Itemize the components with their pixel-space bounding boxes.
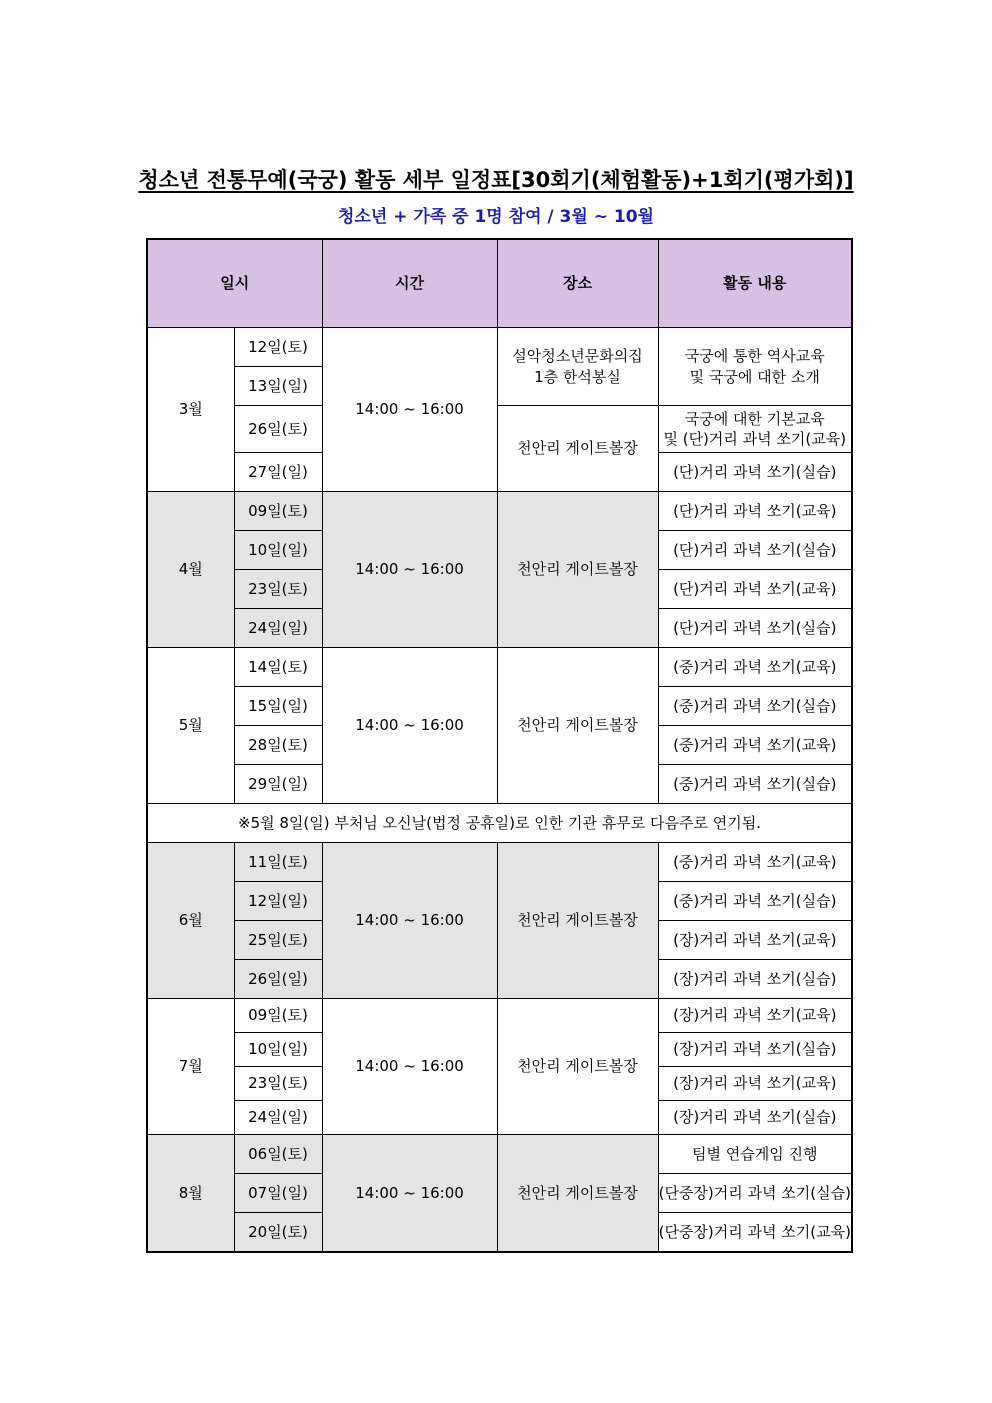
activity-cell: (단)거리 과녁 쏘기(실습) [658,453,852,492]
activity-cell: (중)거리 과녁 쏘기(교육) [658,726,852,765]
day-cell: 24일(일) [234,1101,322,1135]
header-activity: 활동 내용 [658,239,852,328]
activity-cell [658,406,852,453]
place-line: 1층 한석봉실 [534,367,621,386]
day-cell: 10일(일) [234,531,322,570]
schedule-table [146,238,853,1253]
activity-line: 국궁에 통한 역사교육 [684,347,825,366]
activity-line: 국궁에 대한 기본교육 [684,409,825,428]
activity-cell: (단)거리 과녁 쏘기(교육) [658,570,852,609]
time-cell: 14:00 ~ 16:00 [322,492,497,648]
day-cell: 14일(토) [234,648,322,687]
activity-cell: (장)거리 과녁 쏘기(실습) [658,960,852,999]
month-cell: 8월 [147,1135,234,1253]
day-cell: 07일(일) [234,1174,322,1213]
activity-cell: (중)거리 과녁 쏘기(실습) [658,882,852,921]
activity-cell: (단)거리 과녁 쏘기(실습) [658,609,852,648]
activity-cell: (단중장)거리 과녁 쏘기(실습) [658,1174,852,1213]
month-group-august [147,1135,852,1253]
month-cell: 6월 [147,843,234,999]
time-cell: 14:00 ~ 16:00 [322,843,497,999]
month-cell: 5월 [147,648,234,804]
activity-cell: (중)거리 과녁 쏘기(교육) [658,843,852,882]
day-cell: 11일(토) [234,843,322,882]
day-cell: 27일(일) [234,453,322,492]
day-cell: 12일(일) [234,882,322,921]
place-cell [497,328,658,406]
activity-cell [658,328,852,406]
day-cell: 09일(토) [234,492,322,531]
time-cell: 14:00 ~ 16:00 [322,1135,497,1253]
activity-cell: (장)거리 과녁 쏘기(교육) [658,921,852,960]
activity-cell: (중)거리 과녁 쏘기(실습) [658,687,852,726]
document-subtitle: 청소년 + 가족 중 1명 참여 / 3월 ~ 10월 [338,207,654,227]
time-cell: 14:00 ~ 16:00 [322,999,497,1135]
activity-cell: (장)거리 과녁 쏘기(교육) [658,999,852,1033]
activity-cell: (장)거리 과녁 쏘기(교육) [658,1067,852,1101]
activity-line: 및 (단)거리 과녁 쏘기(교육) [663,430,847,448]
month-cell: 3월 [147,328,234,492]
month-group-march [147,328,852,492]
place-cell: 천안리 게이트볼장 [497,999,658,1135]
activity-line: 및 국궁에 대한 소개 [689,367,820,386]
month-group-april [147,492,852,648]
header-time: 시간 [322,239,497,328]
day-cell: 25일(토) [234,921,322,960]
place-cell: 천안리 게이트볼장 [497,406,658,492]
day-cell: 24일(일) [234,609,322,648]
activity-cell: 팀별 연습게임 진행 [658,1135,852,1174]
day-cell: 23일(토) [234,570,322,609]
postponement-note: ※5월 8일(일) 부처님 오신날(법정 공휴일)로 인한 기관 휴무로 다음주로 연기됨. [147,804,852,843]
note-group [147,804,852,843]
place-cell: 천안리 게이트볼장 [497,648,658,804]
activity-cell: (장)거리 과녁 쏘기(실습) [658,1101,852,1135]
day-cell: 12일(토) [234,328,322,367]
month-cell: 4월 [147,492,234,648]
month-group-july [147,999,852,1135]
document-title-text: 청소년 전통무예(국궁) 활동 세부 일정표[30회기(체험활동)+1회기(평가회)] [138,168,854,192]
time-cell: 14:00 ~ 16:00 [322,328,497,492]
activity-cell: (단)거리 과녁 쏘기(교육) [658,492,852,531]
document-title [0,164,992,194]
month-group-may [147,648,852,804]
day-cell: 23일(토) [234,1067,322,1101]
day-cell: 26일(토) [234,406,322,453]
day-cell: 28일(토) [234,726,322,765]
month-cell: 7월 [147,999,234,1135]
day-cell: 15일(일) [234,687,322,726]
day-cell: 06일(토) [234,1135,322,1174]
place-cell: 천안리 게이트볼장 [497,1135,658,1253]
activity-cell: (장)거리 과녁 쏘기(실습) [658,1033,852,1067]
activity-cell: (단중장)거리 과녁 쏘기(교육) [658,1213,852,1253]
header-date: 일시 [147,239,322,328]
time-cell: 14:00 ~ 16:00 [322,648,497,804]
day-cell: 09일(토) [234,999,322,1033]
activity-cell: (중)거리 과녁 쏘기(실습) [658,765,852,804]
day-cell: 20일(토) [234,1213,322,1253]
day-cell: 10일(일) [234,1033,322,1067]
month-group-june [147,843,852,999]
day-cell: 26일(일) [234,960,322,999]
day-cell: 13일(일) [234,367,322,406]
place-cell: 천안리 게이트볼장 [497,843,658,999]
header-place: 장소 [497,239,658,328]
day-cell: 29일(일) [234,765,322,804]
place-line: 설악청소년문화의집 [512,347,643,366]
place-cell: 천안리 게이트볼장 [497,492,658,648]
activity-cell: (중)거리 과녁 쏘기(교육) [658,648,852,687]
activity-cell: (단)거리 과녁 쏘기(실습) [658,531,852,570]
